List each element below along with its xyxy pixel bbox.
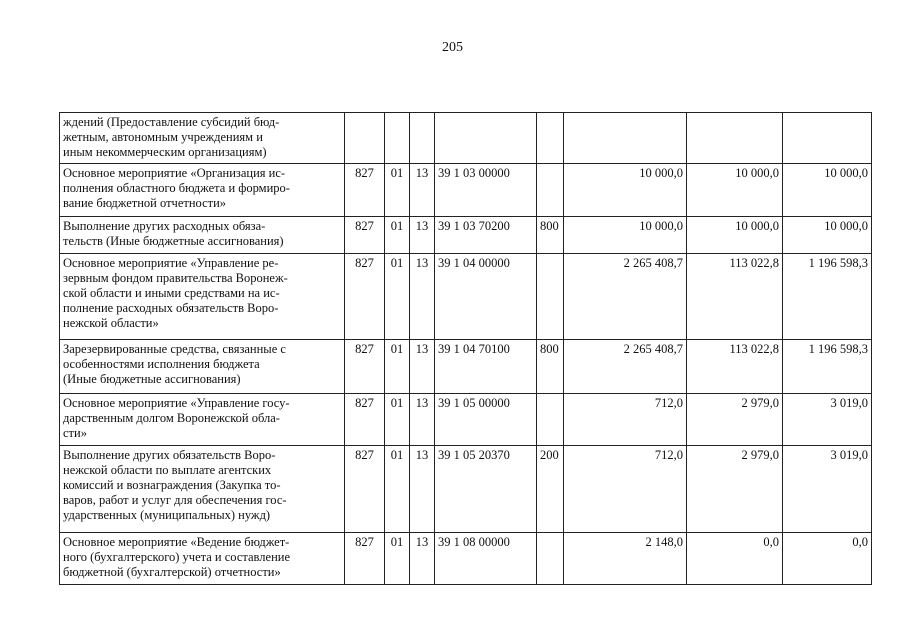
description-line: Основное мероприятие «Управление ре- <box>63 256 279 270</box>
description-line: нежской области по выплате агентских <box>63 463 272 477</box>
page-number: 205 <box>442 40 463 55</box>
description-line: Основное мероприятие «Ведение бюджет- <box>63 535 290 549</box>
amount-year-3: 0,0 <box>783 533 872 585</box>
description-line: Основное мероприятие «Управление госу- <box>63 396 290 410</box>
target-article-code: 39 1 05 00000 <box>435 394 537 446</box>
subsection-code <box>410 113 435 164</box>
row-description <box>60 533 345 585</box>
row-description <box>60 446 345 533</box>
amount-year-3: 1 196 598,3 <box>783 254 872 340</box>
table-row <box>60 254 872 340</box>
subsection-code: 13 <box>410 340 435 394</box>
expense-type-code <box>537 164 564 217</box>
row-description <box>60 217 345 254</box>
section-code: 01 <box>385 217 410 254</box>
amount-year-3: 3 019,0 <box>783 446 872 533</box>
description-line: особенностями исполнения бюджета <box>63 357 260 371</box>
amount-year-1 <box>564 113 687 164</box>
target-article-code: 39 1 03 00000 <box>435 164 537 217</box>
amount-year-2: 2 979,0 <box>687 394 783 446</box>
table-body <box>60 113 872 585</box>
row-description <box>60 164 345 217</box>
description-line: жетным, автономным учреждениям и <box>63 130 263 144</box>
subsection-code: 13 <box>410 446 435 533</box>
description-line: дарственным долгом Воронежской обла- <box>63 411 280 425</box>
target-article-code: 39 1 04 70100 <box>435 340 537 394</box>
amount-year-1: 10 000,0 <box>564 164 687 217</box>
table-row <box>60 394 872 446</box>
description-line: сти» <box>63 426 87 440</box>
amount-year-2: 10 000,0 <box>687 164 783 217</box>
amount-year-2: 113 022,8 <box>687 340 783 394</box>
amount-year-2: 2 979,0 <box>687 446 783 533</box>
expense-type-code: 200 <box>537 446 564 533</box>
grbs-code: 827 <box>345 217 385 254</box>
subsection-code: 13 <box>410 254 435 340</box>
subsection-code: 13 <box>410 394 435 446</box>
description-line: комиссий и вознаграждения (Закупка то- <box>63 478 281 492</box>
description-line: ждений (Предоставление субсидий бюд- <box>63 115 280 129</box>
expense-type-code <box>537 113 564 164</box>
grbs-code: 827 <box>345 533 385 585</box>
amount-year-2 <box>687 113 783 164</box>
expense-type-code <box>537 533 564 585</box>
description-line: ударственных (муниципальных) нужд) <box>63 508 271 522</box>
amount-year-1: 2 265 408,7 <box>564 254 687 340</box>
description-line: полнение расходных обязательств Воро- <box>63 301 279 315</box>
section-code: 01 <box>385 446 410 533</box>
table-row <box>60 164 872 217</box>
subsection-code: 13 <box>410 217 435 254</box>
description-line: Основное мероприятие «Организация ис- <box>63 166 286 180</box>
target-article-code: 39 1 03 70200 <box>435 217 537 254</box>
grbs-code: 827 <box>345 254 385 340</box>
table-row <box>60 217 872 254</box>
description-line: ного (бухгалтерского) учета и составление <box>63 550 291 564</box>
grbs-code: 827 <box>345 394 385 446</box>
target-article-code: 39 1 05 20370 <box>435 446 537 533</box>
description-line: бюджетной (бухгалтерской) отчетности» <box>63 565 281 579</box>
amount-year-1: 2 265 408,7 <box>564 340 687 394</box>
grbs-code: 827 <box>345 164 385 217</box>
section-code: 01 <box>385 394 410 446</box>
row-description <box>60 340 345 394</box>
target-article-code <box>435 113 537 164</box>
description-line: зервным фондом правительства Воронеж- <box>63 271 288 285</box>
grbs-code <box>345 113 385 164</box>
description-line: Зарезервированные средства, связанные с <box>63 342 286 356</box>
amount-year-1: 10 000,0 <box>564 217 687 254</box>
row-description <box>60 394 345 446</box>
description-line: нежской области» <box>63 316 159 330</box>
expense-type-code <box>537 394 564 446</box>
section-code <box>385 113 410 164</box>
subsection-code: 13 <box>410 533 435 585</box>
amount-year-3: 10 000,0 <box>783 164 872 217</box>
description-line: ской области и иными средствами на ис- <box>63 286 280 300</box>
amount-year-2: 10 000,0 <box>687 217 783 254</box>
grbs-code: 827 <box>345 446 385 533</box>
budget-table <box>59 112 872 585</box>
expense-type-code: 800 <box>537 340 564 394</box>
amount-year-3: 3 019,0 <box>783 394 872 446</box>
section-code: 01 <box>385 164 410 217</box>
expense-type-code: 800 <box>537 217 564 254</box>
row-description <box>60 254 345 340</box>
amount-year-3: 10 000,0 <box>783 217 872 254</box>
amount-year-1: 2 148,0 <box>564 533 687 585</box>
target-article-code: 39 1 08 00000 <box>435 533 537 585</box>
table-row <box>60 113 872 164</box>
amount-year-3 <box>783 113 872 164</box>
amount-year-2: 113 022,8 <box>687 254 783 340</box>
amount-year-2: 0,0 <box>687 533 783 585</box>
target-article-code: 39 1 04 00000 <box>435 254 537 340</box>
amount-year-3: 1 196 598,3 <box>783 340 872 394</box>
amount-year-1: 712,0 <box>564 446 687 533</box>
subsection-code: 13 <box>410 164 435 217</box>
grbs-code: 827 <box>345 340 385 394</box>
amount-year-1: 712,0 <box>564 394 687 446</box>
expense-type-code <box>537 254 564 340</box>
section-code: 01 <box>385 340 410 394</box>
section-code: 01 <box>385 254 410 340</box>
description-line: полнения областного бюджета и формиро- <box>63 181 290 195</box>
section-code: 01 <box>385 533 410 585</box>
table-row <box>60 446 872 533</box>
table-row <box>60 340 872 394</box>
description-line: Выполнение других расходных обяза- <box>63 219 266 233</box>
description-line: (Иные бюджетные ассигнования) <box>63 372 241 386</box>
description-line: вание бюджетной отчетности» <box>63 196 227 210</box>
table-row <box>60 533 872 585</box>
description-line: иным некоммерческим организациям) <box>63 145 267 159</box>
description-line: тельств (Иные бюджетные ассигнования) <box>63 234 284 248</box>
description-line: Выполнение других обязательств Воро- <box>63 448 276 462</box>
description-line: варов, работ и услуг для обеспечения гос- <box>63 493 287 507</box>
row-description <box>60 113 345 164</box>
